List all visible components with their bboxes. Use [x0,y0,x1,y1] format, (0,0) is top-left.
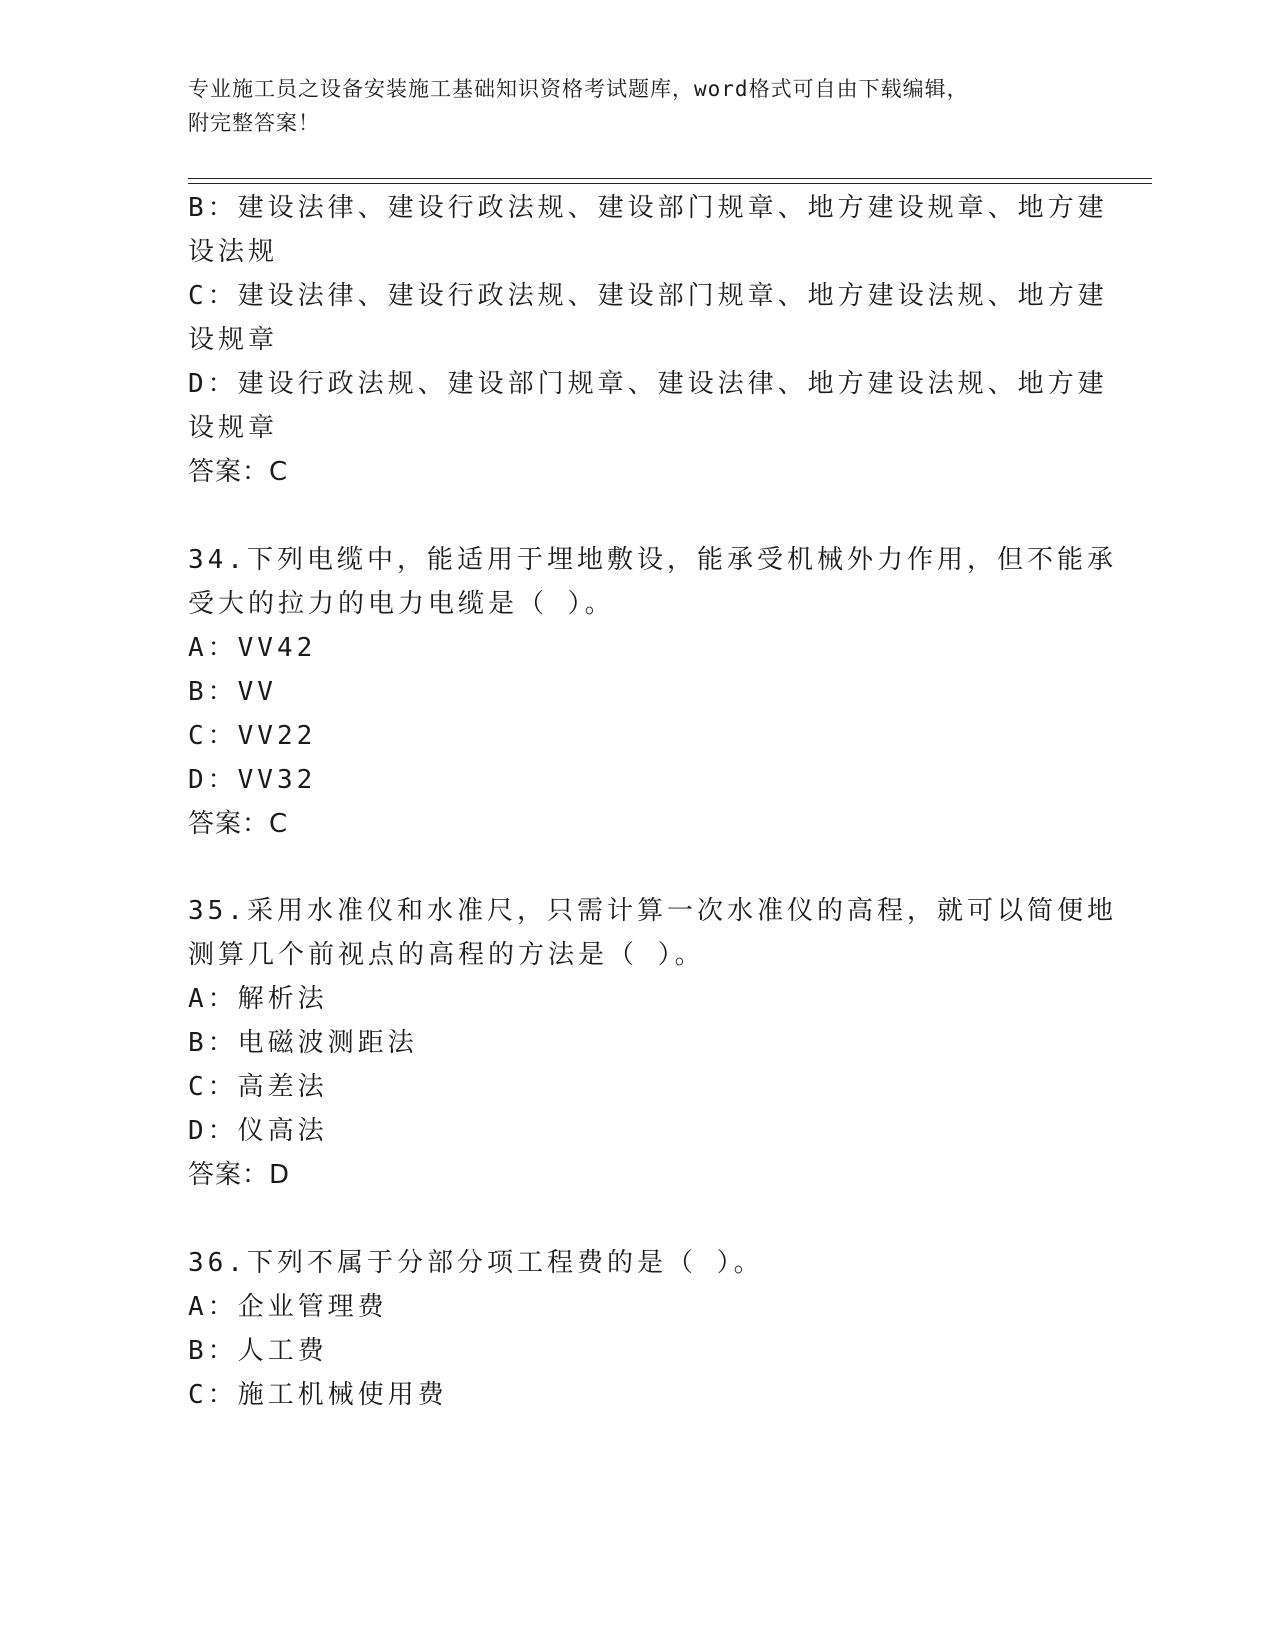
q33-option-c: C：建设法律、建设行政法规、建设部门规章、地方建设法规、地方建 [188,281,1108,311]
q33-option-d-cont: 设规章 [188,413,279,443]
q36-option-a: A：企业管理费 [188,1292,388,1322]
q35-stem-cont: 测算几个前视点的高程的方法是（ ）。 [188,940,705,970]
header-line-1: 专业施工员之设备安装施工基础知识资格考试题库，word格式可自由下载编辑， [188,77,969,101]
q34-stem: 34.下列电缆中，能适用于埋地敷设，能承受机械外力作用，但不能承 [188,545,1117,575]
q35-option-a: A：解析法 [188,984,328,1014]
q36-option-b: B：人工费 [188,1336,328,1366]
q34-option-c: C：VV22 [188,721,317,751]
header-divider [188,178,1152,179]
q34-stem-cont: 受大的拉力的电力电缆是（ ）。 [188,589,615,619]
q34-option-b: B：VV [188,677,277,707]
q35-option-c: C：高差法 [188,1072,328,1102]
header-divider-thin [188,183,1152,184]
q33-option-d: D：建设行政法规、建设部门规章、建设法律、地方建设法规、地方建 [188,369,1108,399]
q35-answer: 答案：D [188,1160,291,1190]
q34-option-d: D：VV32 [188,765,317,795]
q35-option-b: B：电磁波测距法 [188,1028,418,1058]
q34-answer: 答案：C [188,809,289,839]
q33-option-b: B：建设法律、建设行政法规、建设部门规章、地方建设规章、地方建 [188,193,1108,223]
q35-option-d: D：仪高法 [188,1116,328,1146]
q36-option-c: C：施工机械使用费 [188,1380,448,1410]
q35-stem: 35.采用水准仪和水准尺，只需计算一次水准仪的高程，就可以简便地 [188,896,1117,926]
document-header [188,72,1088,140]
q33-option-c-cont: 设规章 [188,325,279,355]
header-line-2: 附完整答案！ [188,111,320,135]
q33-answer: 答案：C [188,457,289,487]
q34-option-a: A：VV42 [188,633,317,663]
q33-option-b-cont: 设法规 [188,237,279,267]
q36-stem: 36.下列不属于分部分项工程费的是（ ）。 [188,1248,764,1278]
